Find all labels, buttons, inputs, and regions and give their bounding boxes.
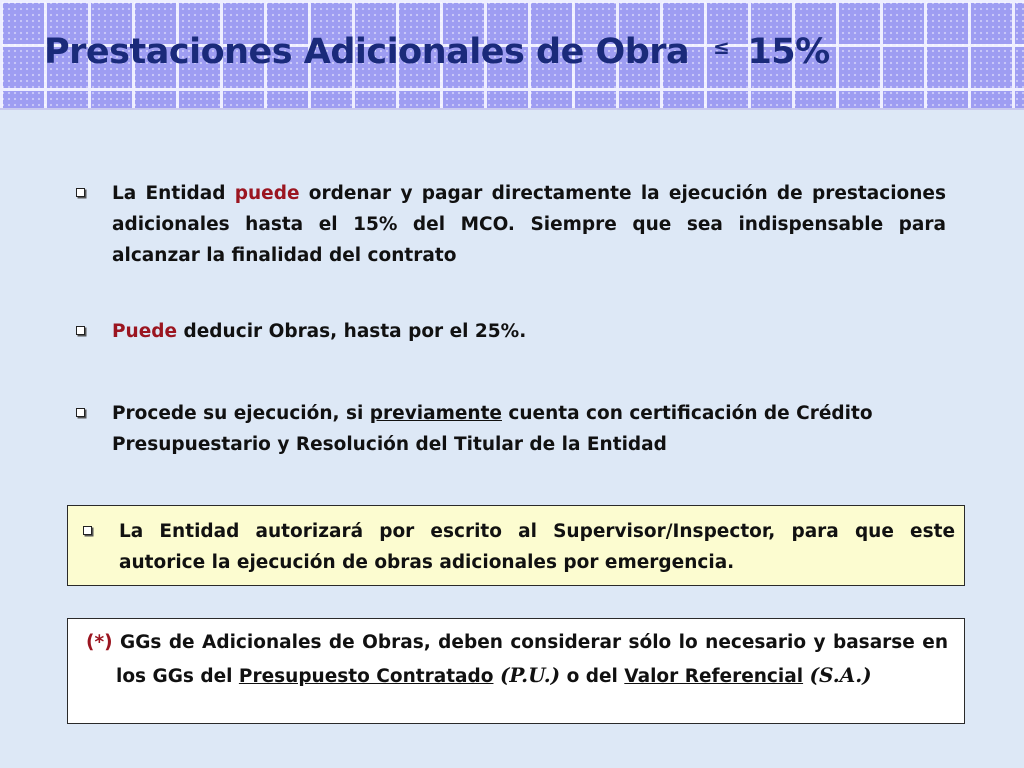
bullet-item [76, 178, 946, 274]
note-box [67, 618, 965, 724]
checkbox-bullet-icon [83, 526, 92, 535]
title-text: Prestaciones Adicionales de Obra [44, 32, 690, 72]
text-segment: GGs de Adicionales de Obras, deben considerar sólo lo necesario y basarse en los GGs del [112, 632, 948, 687]
underlined-text: previamente [369, 403, 502, 424]
abbreviation: (S.A.) [809, 663, 872, 687]
title-symbol: ≤ [713, 35, 730, 59]
checkbox-bullet-icon [76, 326, 85, 335]
text-segment: cuenta con certificación de Crédito Presupuestario y Resolución del Titular de la Entidad [112, 403, 873, 455]
bullet-text [112, 178, 946, 271]
bullet-item [76, 398, 946, 462]
emphasis-text: puede [234, 183, 300, 204]
underlined-text: Valor Referencial [624, 666, 804, 687]
checkbox-bullet-icon [76, 188, 85, 197]
text-segment: Procede su ejecución, si [112, 403, 370, 424]
title-value: 15% [747, 32, 830, 72]
note-text [86, 627, 948, 693]
underlined-text: Presupuesto Contratado [238, 666, 494, 687]
bullet-text: La Entidad autorizará por escrito al Supervisor/Inspector, para que este autorice la ejecución de obras adicionales por emergencia. [119, 521, 955, 573]
highlight-box [67, 505, 965, 586]
checkbox-bullet-icon [76, 408, 85, 417]
text-segment: deducir Obras, hasta por el 25%. [177, 321, 527, 342]
text-segment: ordenar y pagar directamente la ejecución de prestaciones adicionales hasta el 15% del MCO. Siempre que sea indispensable para alcanzar la finalidad del contrato [112, 183, 946, 266]
bullet-item [79, 516, 955, 578]
page-title [44, 32, 830, 72]
bullet-text [112, 316, 946, 347]
abbreviation: (P.U.) [499, 663, 561, 687]
emphasis-text: Puede [112, 321, 178, 342]
text-segment: La Entidad [112, 183, 235, 204]
bullet-item [76, 316, 946, 348]
text-segment: o del [560, 666, 625, 687]
note-marker: (*) [86, 632, 113, 653]
bullet-text [112, 398, 946, 460]
